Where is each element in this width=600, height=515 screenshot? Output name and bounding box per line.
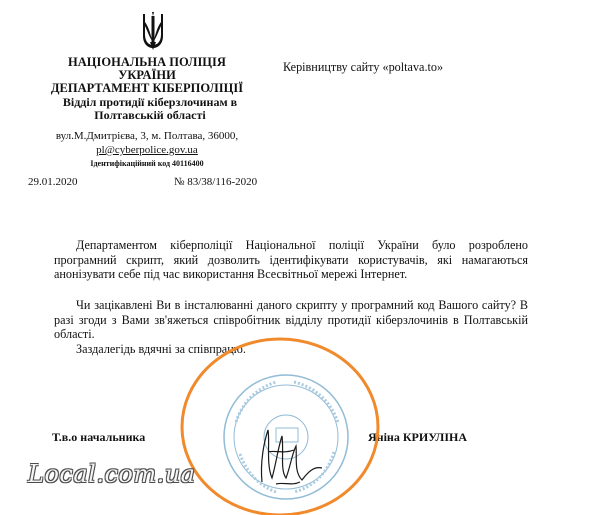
org-line-2: УКРАЇНИ	[118, 68, 176, 83]
organization-name	[22, 56, 272, 96]
address: вул.М.Дмитрієва, 3, м. Полтава, 36000,	[55, 130, 239, 142]
stamp-highlight	[176, 332, 384, 515]
letter-number: № 83/38/116-2020	[174, 176, 258, 188]
email-line	[22, 144, 272, 157]
official-stamp	[224, 375, 348, 499]
body-paragraph-1: Департаментом кіберполіції Національної поліції України було розроблено програмний скрипт, який дозволить ідентифікувати користувачів, які намагаються анонізувати себе під час використання Всесвітньої мережі Інтернет.	[54, 238, 528, 282]
body-paragraph-2: Чи зацікавлені Ви в інсталюванні даного скрипту у програмний код Вашого сайту? В разі згоди з Вами зв'яжеться співробітник відділу протидії кіберзлочинів в Полтавській області.	[54, 298, 528, 342]
dept-line-2: Полтавській області	[94, 108, 206, 123]
letter-date: 29.01.2020	[28, 176, 78, 188]
recipient: Керівництву сайту «poltava.to»	[283, 60, 444, 74]
body-paragraph-3: Заздалегідь вдячні за співпрацю.	[76, 342, 246, 356]
watermark-logo: Local.com.ua	[28, 460, 196, 488]
org-line-1: НАЦІОНАЛЬНА ПОЛІЦІЯ	[68, 55, 226, 69]
handwritten-signature	[261, 430, 322, 484]
signatory-position: Т.в.о начальника	[52, 430, 146, 444]
email-link[interactable]: pl@cyberpolice.gov.ua	[96, 144, 198, 156]
dept-line-1: Відділ протидії кіберзлочинам в	[62, 95, 238, 109]
department-name	[20, 96, 280, 122]
id-code: Ідентифікаційний код 40116400	[90, 159, 204, 168]
org-line-3: ДЕПАРТАМЕНТ КІБЕРПОЛІЦІЇ	[50, 81, 244, 96]
trident-emblem-icon	[140, 12, 166, 52]
signatory-name: Яніна КРИУЛІНА	[368, 430, 468, 444]
